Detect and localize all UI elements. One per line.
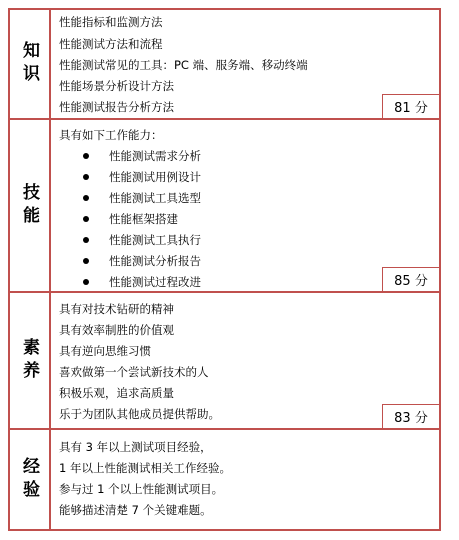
content-line: 性能场景分析设计方法 [59,79,174,93]
content-line: 参与过 1 个以上性能测试项目。 [59,482,224,496]
section-label-cell [10,293,51,428]
section-qualities [10,293,439,430]
competency-table [8,8,441,531]
section-label: 知识 [19,41,39,87]
content-line: 乐于为团队其他成员提供帮助。 [59,407,220,421]
content-line: 具有 3 年以上测试项目经验， [59,440,212,454]
content-line: 具有效率制胜的价值观 [59,323,174,337]
bullet-icon [83,153,89,159]
content-line: 性能测试方法和流程 [59,37,163,51]
section-label: 技能 [19,182,39,229]
bullet-icon [83,237,89,243]
content-line: 具有逆向思维习惯 [59,344,151,358]
content-line: 性能测试报告分析方法 [59,100,174,114]
section-content [59,430,433,529]
score-box: 85 分 [382,267,439,291]
section-content: 具有如下工作能力： 性能测试需求分析 性能测试用例设计 性能测试工具选型 性能框架搭建 性能测试工具执行 性能测试分析报告 性能测试过程改进 [59,128,201,289]
section-label-cell [10,10,51,118]
section-content [59,10,433,118]
bullet-icon [83,195,89,201]
section-label-cell [10,120,51,291]
bullet-icon [83,279,89,285]
content-line: 1 年以上性能测试相关工作经验。 [59,461,231,475]
bullet-icon [83,216,89,222]
section-experience [10,430,439,529]
content-line: 能够描述清楚 7 个关键难题。 [59,503,212,517]
bullet-icon [83,258,89,264]
content-line: 积极乐观，追求高质量 [59,386,174,400]
score-box: 83 分 [382,404,439,428]
score-box: 81 分 [382,94,439,118]
content-line: 性能指标和监测方法 [59,15,163,29]
section-content [59,293,433,428]
content-line: 性能测试常见的工具：PC 端、服务端、移动终端 [59,58,308,72]
content-line: 具有对技术钻研的精神 [59,302,174,316]
section-skills [10,120,439,293]
content-intro: 具有如下工作能力： [59,128,163,142]
bullet-icon [83,174,89,180]
content-line: 喜欢做第一个尝试新技术的人 [59,365,209,379]
section-label: 经验 [19,456,39,503]
section-label-cell [10,430,51,529]
section-label: 素养 [19,337,39,384]
section-knowledge [10,10,439,120]
